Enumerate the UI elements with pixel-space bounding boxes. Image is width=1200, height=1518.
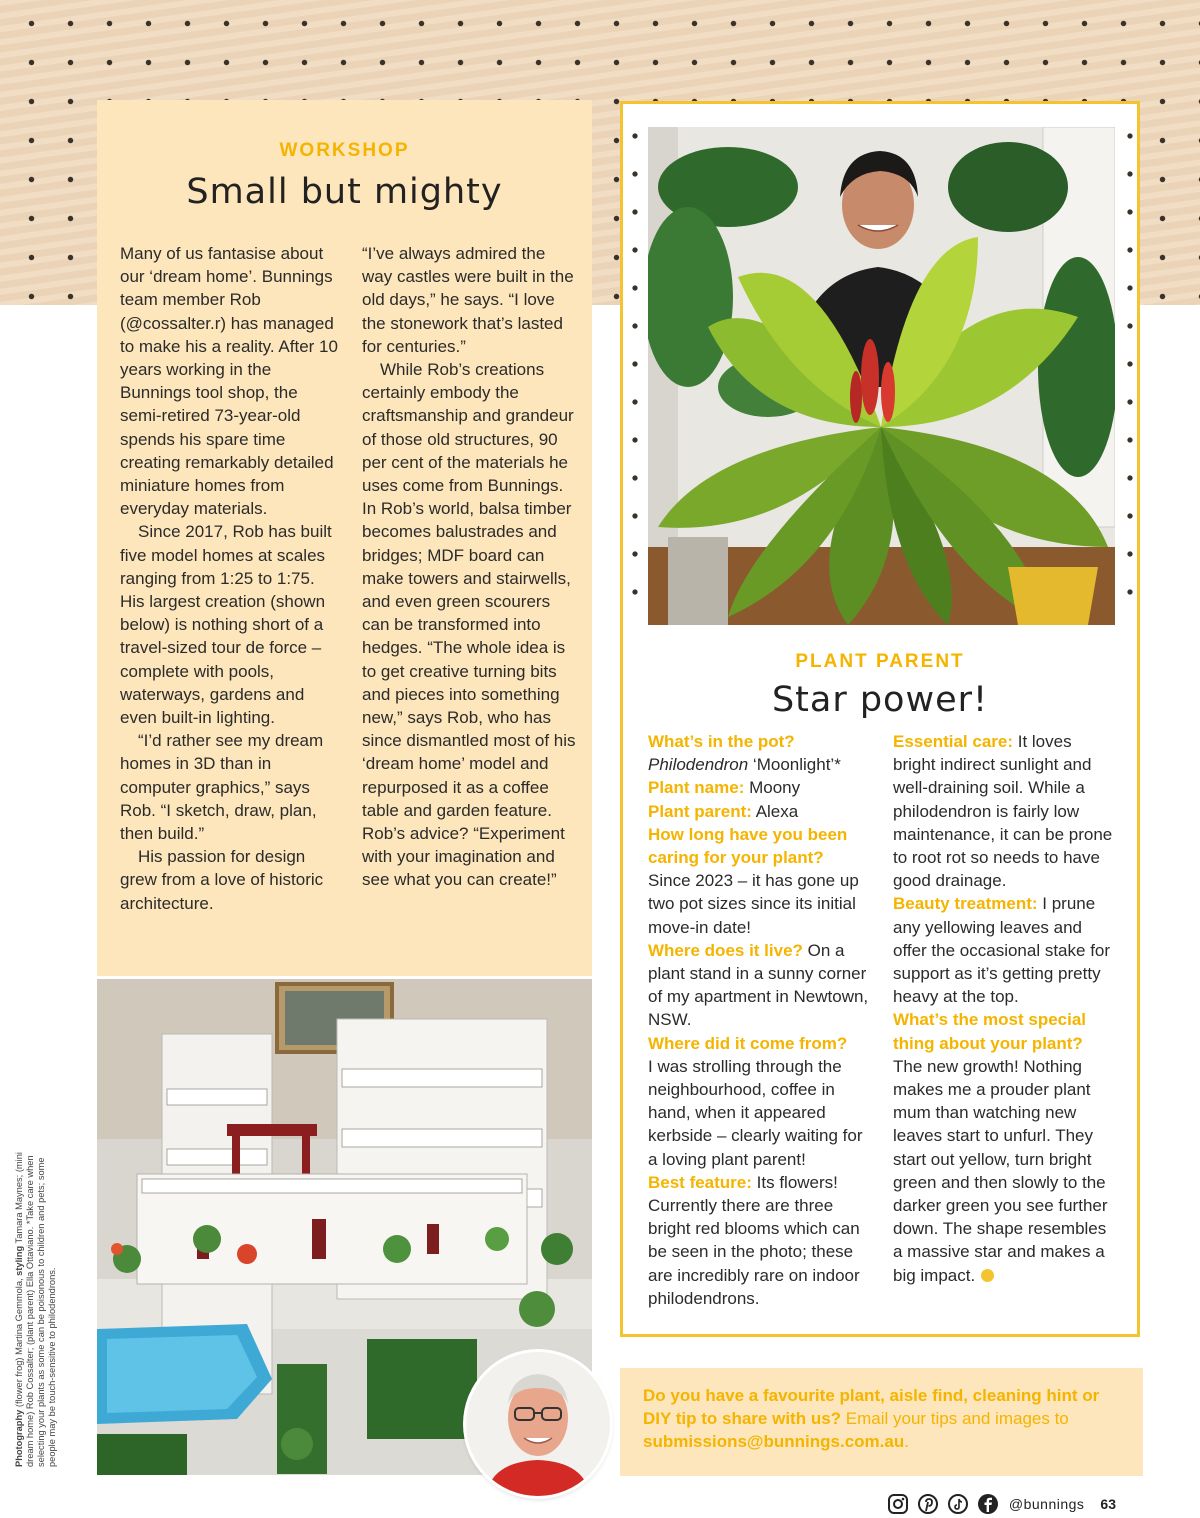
plant-headline: Star power! bbox=[771, 680, 989, 720]
paragraph: “I’d rather see my dream homes in 3D than in computer graphics,” says Rob. “I sketch, draw, plan, then build.” bbox=[120, 731, 324, 844]
photo-credits bbox=[14, 1137, 58, 1467]
workshop-column-1 bbox=[120, 242, 340, 915]
plant-qa-column-2 bbox=[893, 730, 1118, 1287]
question: Best feature: bbox=[648, 1172, 752, 1192]
workshop-kicker: WORKSHOP bbox=[279, 140, 410, 161]
pegboard-strip-left bbox=[630, 117, 640, 622]
question: Plant name: bbox=[648, 778, 745, 798]
answer-italic: Philodendron bbox=[648, 755, 749, 775]
paragraph: Many of us fantasise about our ‘dream home’. Bunnings team member Rob (@cossalter.r) has managed to make his a reality. After 10 years working in the Bunnings tool shop, the semi-retired 73-year-old spends his spare time creating remarkably detailed miniature homes from everyday materials. bbox=[120, 244, 338, 519]
qa-item bbox=[893, 1008, 1118, 1054]
paragraph: Since 2017, Rob has built five model homes at scales ranging from 1:25 to 1:75. His largest creation (shown below) is nothing short of a travel-sized tour de force – complete with pools, waterways, gardens and even built-in lighting. bbox=[120, 522, 332, 728]
credits-label-2: styling bbox=[14, 1245, 24, 1276]
paragraph: While Rob’s creations certainly embody the craftsmanship and grandeur of those old structures, 90 per cent of the materials he uses come from Bunnings. In Rob’s world, balsa timber becomes balustrades and bridges; MDF board can make towers and stairwells, and even green scourers can be transformed into hedges. “The whole idea is to get creative turning bits and pieces into something new,” says Rob, who has since dismantled most of his ‘dream home’ model and repurposed it as a coffee table and garden feature. Rob’s advice? “Experiment with your imagination and see what you can create!” bbox=[362, 360, 576, 890]
question: Where did it come from? bbox=[648, 1033, 848, 1053]
qa-item bbox=[648, 730, 873, 753]
paragraph: His passion for design grew from a love of historic architecture. bbox=[120, 847, 324, 913]
qa-item bbox=[893, 892, 1118, 1008]
qa-item bbox=[648, 869, 873, 939]
plant-photo bbox=[648, 127, 1115, 625]
question: How long have you been caring for your plant? bbox=[648, 824, 848, 868]
answer: I was strolling through the neighbourhood, coffee in hand, when it appeared kerbside – clearly waiting for a loving plant parent! bbox=[648, 1056, 863, 1169]
instagram-icon[interactable] bbox=[887, 1493, 909, 1515]
end-mark bbox=[981, 1269, 994, 1282]
question: Plant parent: bbox=[648, 801, 752, 821]
qa-item bbox=[648, 823, 873, 869]
plant-kicker: PLANT PARENT bbox=[795, 651, 965, 672]
question: What’s in the pot? bbox=[648, 732, 795, 751]
question: What’s the most special thing about your plant? bbox=[893, 1010, 1087, 1053]
qa-item bbox=[648, 939, 873, 1032]
answer: The new growth! Nothing makes me a prouder plant mum than watching new leaves start to unfurl. They start out yellow, turn bright green and then slowly to the darker green you see further down. The shape resembles a massive star and makes a big impact. bbox=[893, 1056, 1108, 1285]
submissions-callout bbox=[620, 1368, 1143, 1476]
callout-question: Do you have a favourite plant, aisle find, cleaning hint or DIY tip to share with us? bbox=[643, 1386, 1100, 1428]
pegboard-strip-right bbox=[1125, 117, 1135, 622]
question: Where does it live? bbox=[648, 940, 803, 960]
pinterest-icon[interactable] bbox=[917, 1493, 939, 1515]
tiktok-icon[interactable] bbox=[947, 1493, 969, 1515]
credits-label: Photography bbox=[14, 1409, 24, 1467]
credits-text-2: Tamara Maynes; (mini dream home) Rob Cossalter; (plant parent) Ella Ottaviano. *Take care when selecting your plants as some can be poisonous to children and pets; some people may be touch-sensitive to philodendrons. bbox=[14, 1152, 57, 1467]
page-number: 63 bbox=[1100, 1496, 1116, 1512]
workshop-headline: Small but mighty bbox=[186, 172, 503, 212]
callout-text bbox=[643, 1384, 1113, 1453]
facebook-icon[interactable] bbox=[977, 1493, 999, 1515]
answer: Its flowers! Currently there are three bright red blooms which can be seen in the photo; these are incredibly rare on indoor philodendrons. bbox=[648, 1172, 860, 1308]
qa-item bbox=[893, 1055, 1118, 1287]
answer: Alexa bbox=[751, 801, 799, 821]
callout-body: Email your tips and images to bbox=[841, 1409, 1069, 1428]
qa-item bbox=[648, 776, 873, 799]
social-handle: @bunnings bbox=[1008, 1496, 1085, 1512]
workshop-column-2 bbox=[362, 242, 577, 892]
qa-item bbox=[648, 1055, 873, 1171]
answer: Moony bbox=[744, 778, 801, 798]
qa-item bbox=[648, 800, 873, 823]
question: Essential care: bbox=[893, 732, 1014, 751]
paragraph: “I’ve always admired the way castles were built in the old days,” he says. “I love the stonework that’s lasted for centuries.” bbox=[362, 244, 574, 356]
workshop-panel bbox=[97, 100, 592, 976]
credits-text-1: (flower frog) Martina Gemmola, bbox=[14, 1275, 24, 1410]
qa-item bbox=[648, 753, 873, 776]
question: Beauty treatment: bbox=[893, 894, 1038, 914]
qa-item bbox=[893, 730, 1118, 892]
answer: Since 2023 – it has gone up two pot sizes since its initial move-in date! bbox=[648, 871, 859, 937]
page-footer bbox=[887, 1490, 1116, 1518]
qa-item bbox=[648, 1032, 873, 1055]
answer: I prune any yellowing leaves and offer the occasional stake for support as it’s getting pretty heavy at the top. bbox=[893, 894, 1111, 1007]
answer: On a plant stand in a sunny corner of my apartment in Newtown, NSW. bbox=[648, 940, 869, 1030]
qa-item bbox=[648, 1171, 873, 1310]
callout-end: . bbox=[904, 1432, 909, 1451]
submissions-email-link[interactable]: submissions@bunnings.com.au bbox=[643, 1432, 905, 1451]
answer: It loves bright indirect sunlight and well-draining soil. While a philodendron is fairly low maintenance, it can be prone to root rot so needs to have good drainage. bbox=[893, 732, 1113, 891]
answer: ‘Moonlight’* bbox=[748, 755, 841, 775]
plant-qa-column-1 bbox=[648, 730, 873, 1310]
avatar bbox=[466, 1352, 610, 1496]
